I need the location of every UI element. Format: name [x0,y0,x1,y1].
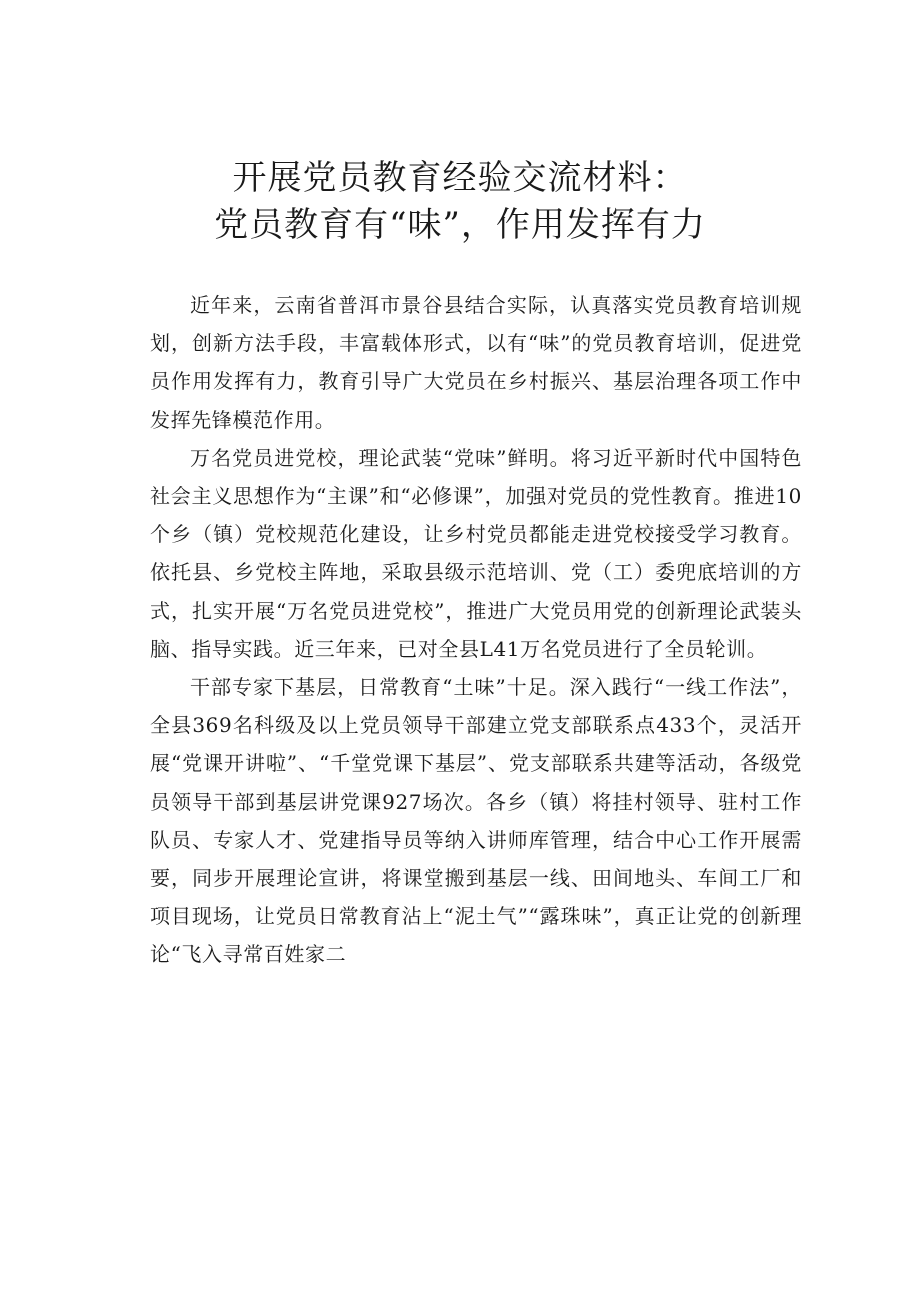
paragraph-party-school: 万名党员进党校，理论武装“党味”鲜明。将习近平新时代中国特色社会主义思想作为“主课”和“必修课”，加强对党员的党性教育。推进10个乡（镇）党校规范化建设，让乡村党员都能走进党校接受学习教育。依托县、乡党校主阵地，采取县级示范培训、党（工）委兜底培训的方式，扎实开展“万名党员进党校”，推进广大党员用党的创新理论武装头脑、指导实践。近三年来，已对全县L41万名党员进行了全员轮训。 [150,445,802,661]
document-body [150,286,802,974]
paragraph-intro: 近年来，云南省普洱市景谷县结合实际，认真落实党员教育培训规划，创新方法手段，丰富载体形式，以有“味”的党员教育培训，促进党员作用发挥有力，教育引导广大党员在乡村振兴、基层治理各项工作中发挥先锋模范作用。 [150,293,802,432]
paragraph-grassroots-education: 干部专家下基层，日常教育“土味”十足。深入践行“一线工作法”，全县369名科级及以上党员领导干部建立党支部联系点433个，灵活开展“党课开讲啦”、“千堂党课下基层”、党支部联系共建等活动，各级党员领导干部到基层讲党课927场次。各乡（镇）将挂村领导、驻村工作队员、专家人才、党建指导员等纳入讲师库管理，结合中心工作开展需要，同步开展理论宣讲，将课堂搬到基层一线、田间地头、车间工厂和项目现场，让党员日常教育沾上“泥土气”“露珠味”，真正让党的创新理论“飞入寻常百姓家二 [150,675,802,967]
document-title-line-1: 开展党员教育经验交流材料： [232,158,688,198]
document-title-line-2: 党员教育有“味”，作用发挥有力 [214,205,706,245]
